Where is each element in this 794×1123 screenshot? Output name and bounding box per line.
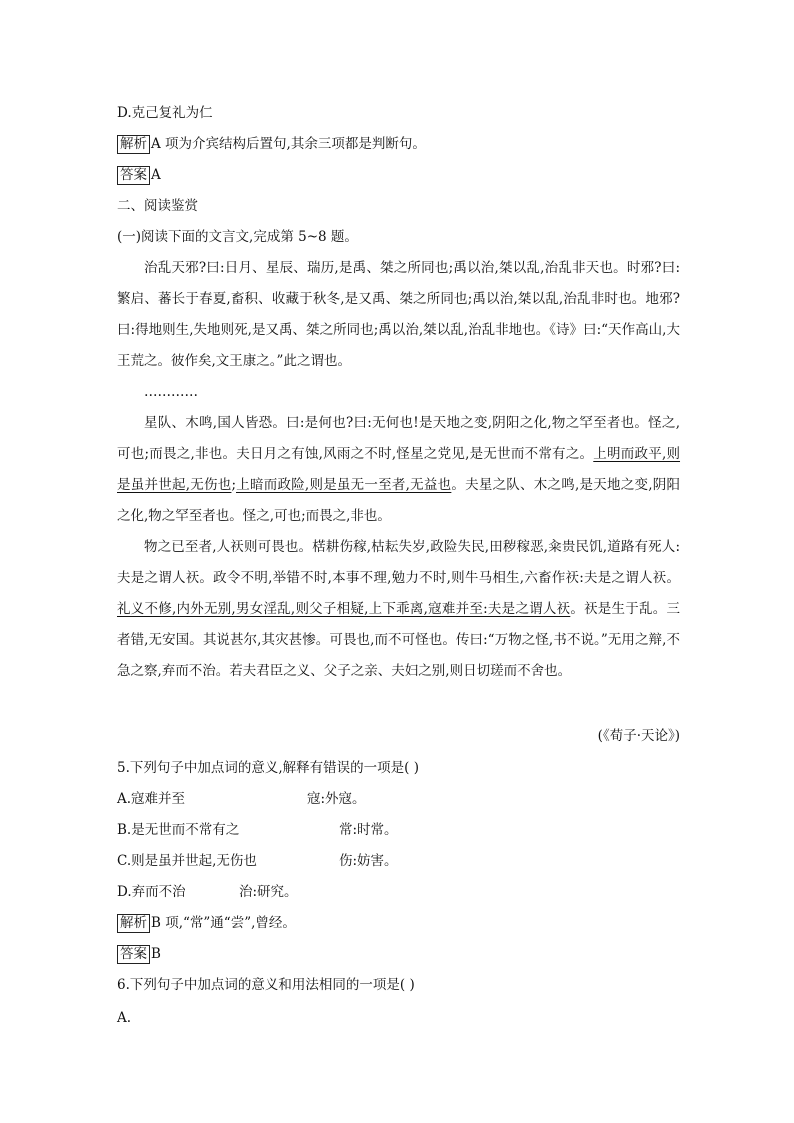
passage-ellipsis: ………… xyxy=(144,384,198,400)
q6-stem: 6.下列句子中加点词的意义和用法相同的一项是( ) xyxy=(117,977,415,993)
analysis-tag: 解析 xyxy=(117,914,150,933)
passage-source: (《荀子·天论》) xyxy=(597,728,680,744)
answer-tag: 答案 xyxy=(117,945,150,964)
q5-option-a: A.寇难并至 寇:外寇。 xyxy=(117,791,366,807)
q4-analysis xyxy=(117,134,426,154)
q5-option-d: D.弃而不治 治:研究。 xyxy=(117,884,298,900)
analysis-text: B 项,“常”通“尝”,曾经。 xyxy=(151,915,296,931)
q6-option-a: A. xyxy=(117,1010,132,1026)
passage-paragraph-2: 星队、木鸣,国人皆恐。曰:是何也?曰:无何也!是天地之变,阴阳之化,物之罕至者也。怪之,可也;而畏之,非也。夫日月之有蚀,风雨之不时,怪星之党见,是无世而不常有之。上明而政平,则是虽并世起,无伤也;上暗而政险,则是虽无一至者,无益也。夫星之队、木之鸣,是天地之变,阴阳之化,物之罕至者也。怪之,可也;而畏之,非也。 xyxy=(117,415,681,524)
analysis-text: A 项为介宾结构后置句,其余三项都是判断句。 xyxy=(151,136,426,152)
q5-stem: 5.下列句子中加点词的意义,解释有错误的一项是( ) xyxy=(117,760,419,776)
answer-tag: 答案 xyxy=(117,166,150,185)
section-title: 二、阅读鉴赏 xyxy=(117,198,198,214)
analysis-tag: 解析 xyxy=(117,135,150,154)
q4-answer xyxy=(117,165,161,185)
passage-paragraph-1: 治乱天邪?曰:日月、星辰、瑞历,是禹、桀之所同也;禹以治,桀以乱,治乱非天也。时邪?曰:繁启、蕃长于春夏,畜积、收藏于秋冬,是又禹、桀之所同也;禹以治,桀以乱,治乱非时也。地邪?曰:得地则生,失地则死,是又禹、桀之所同也;禹以治,桀以乱,治乱非地也。《诗》曰:“天作高山,大王荒之。彼作矣,文王康之。”此之谓也。 xyxy=(117,260,680,369)
subsection-title: (一)阅读下面的文言文,完成第 5~8 题。 xyxy=(117,229,358,245)
q5-option-c: C.则是虽并世起,无伤也 伤:妨害。 xyxy=(117,853,398,869)
underlined-sentence-1: 上明而政平,则是虽并世起,无伤也 xyxy=(117,446,681,493)
answer-text: A xyxy=(151,167,161,183)
q4-option-d: D.克己复礼为仁 xyxy=(117,105,213,121)
q5-answer xyxy=(117,944,161,964)
underlined-sentence-2: 上暗而政险,则是虽无一至者,无益也 xyxy=(236,477,452,493)
passage-paragraph-3: 物之已至者,人祆则可畏也。楛耕伤稼,枯耘失岁,政险失民,田秽稼恶,籴贵民饥,道路有死人:夫是之谓人祆。政令不明,举错不时,本事不理,勉力不时,则牛马相生,六畜作祆:夫是之谓人祆。礼义不修,内外无别,男女淫乱,则父子相疑,上下乖离,寇难并至:夫是之谓人祆。祆是生于乱。三者错,无安国。其说甚尔,其灾甚惨。可畏也,而不可怪也。传曰:“万物之怪,书不说。”无用之辩,不急之察,弃而不治。若夫君臣之义、父子之亲、夫妇之别,则日切瑳而不舍也。 xyxy=(117,539,680,679)
underlined-sentence-3: 礼义不修,内外无别,男女淫乱,则父子相疑,上下乖离,寇难并至:夫是之谓人祆 xyxy=(117,601,571,617)
q5-option-b: B.是无世而不常有之 常:时常。 xyxy=(117,822,398,838)
q5-analysis xyxy=(117,913,296,933)
answer-text: B xyxy=(151,946,161,962)
